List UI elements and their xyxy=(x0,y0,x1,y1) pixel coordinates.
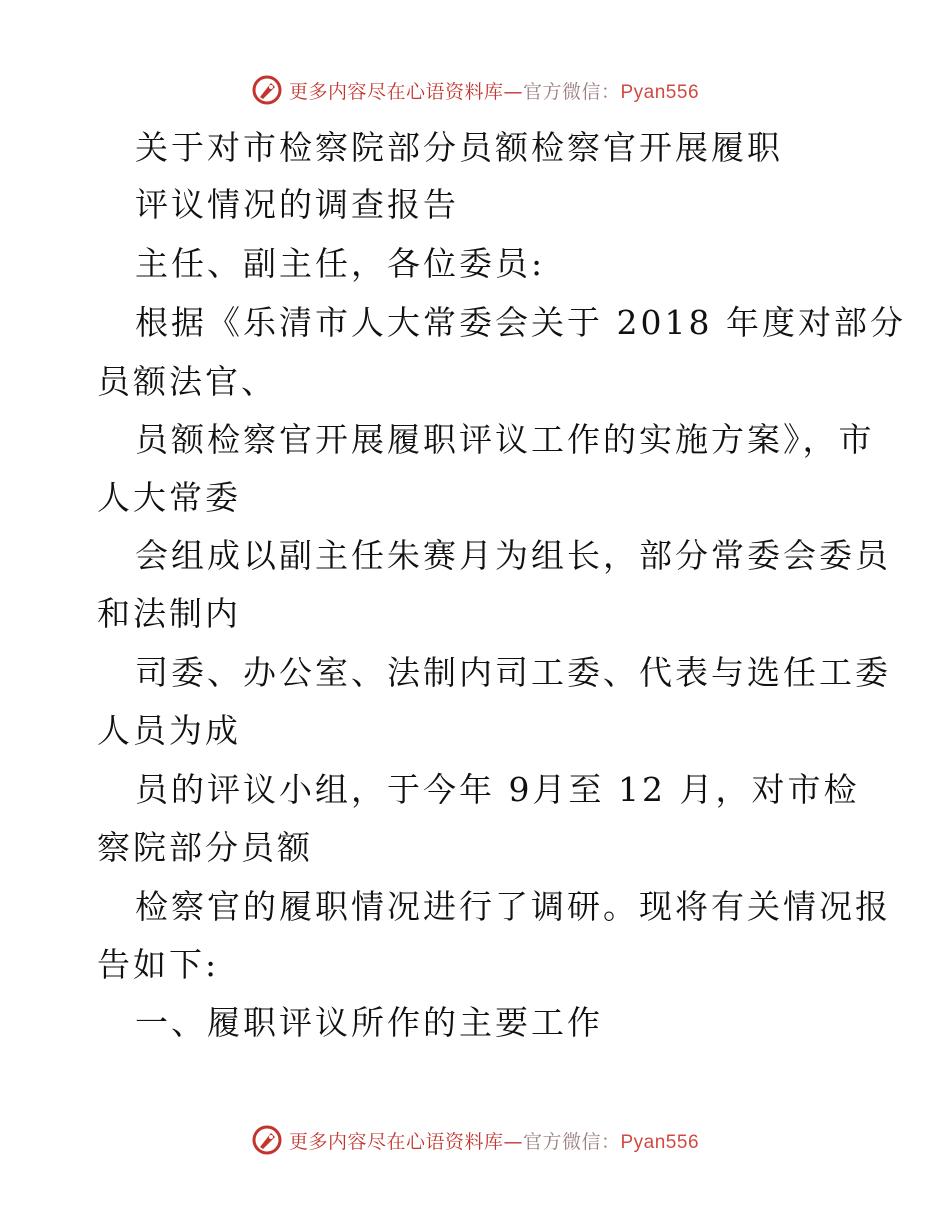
paragraph-line: 人大常委 xyxy=(97,478,241,517)
section-heading-1: 一、履职评议所作的主要工作 xyxy=(135,1003,603,1042)
watermark-contact-label: 官方微信： xyxy=(522,1130,621,1153)
watermark-handle: Pyan556 xyxy=(620,81,700,103)
watermark-brand: 更多内容尽在心语资料库 xyxy=(288,80,504,103)
paragraph-line: 根据《乐清市人大常委会关于 2018 年度对部分 xyxy=(135,303,906,342)
watermark-brand: 更多内容尽在心语资料库 xyxy=(288,1130,504,1153)
paragraph-line: 员额检察官开展履职评议工作的实施方案》，市 xyxy=(135,420,875,459)
watermark-contact-label: 官方微信： xyxy=(522,80,621,103)
paragraph-line: 检察官的履职情况进行了调研。现将有关情况报 xyxy=(135,887,891,926)
watermark-dash: — xyxy=(503,80,523,103)
salutation: 主任、副主任，各位委员: xyxy=(135,244,546,283)
paragraph-line: 会组成以副主任朱赛月为组长，部分常委会委员 xyxy=(135,536,891,575)
paragraph-line: 员的评议小组，于今年 9月至 12 月，对市检 xyxy=(135,770,860,809)
document-title-line-1: 关于对市检察院部分员额检察官开展履职 xyxy=(135,128,783,167)
pen-nib-circle-icon xyxy=(251,1124,283,1156)
watermark-dash: — xyxy=(503,1130,523,1153)
paragraph-line: 和法制内 xyxy=(97,594,241,633)
watermark-text xyxy=(289,1127,699,1154)
paragraph-line: 察院部分员额 xyxy=(97,828,313,867)
paragraph-line: 人员为成 xyxy=(97,711,241,750)
watermark-handle: Pyan556 xyxy=(620,1131,700,1153)
paragraph-line: 司委、办公室、法制内司工委、代表与选任工委 xyxy=(135,653,891,692)
watermark-footer xyxy=(0,1120,950,1160)
paragraph-line: 告如下: xyxy=(97,945,220,984)
document-title-line-2: 评议情况的调查报告 xyxy=(135,185,459,224)
paragraph-line: 员额法官、 xyxy=(97,362,277,401)
